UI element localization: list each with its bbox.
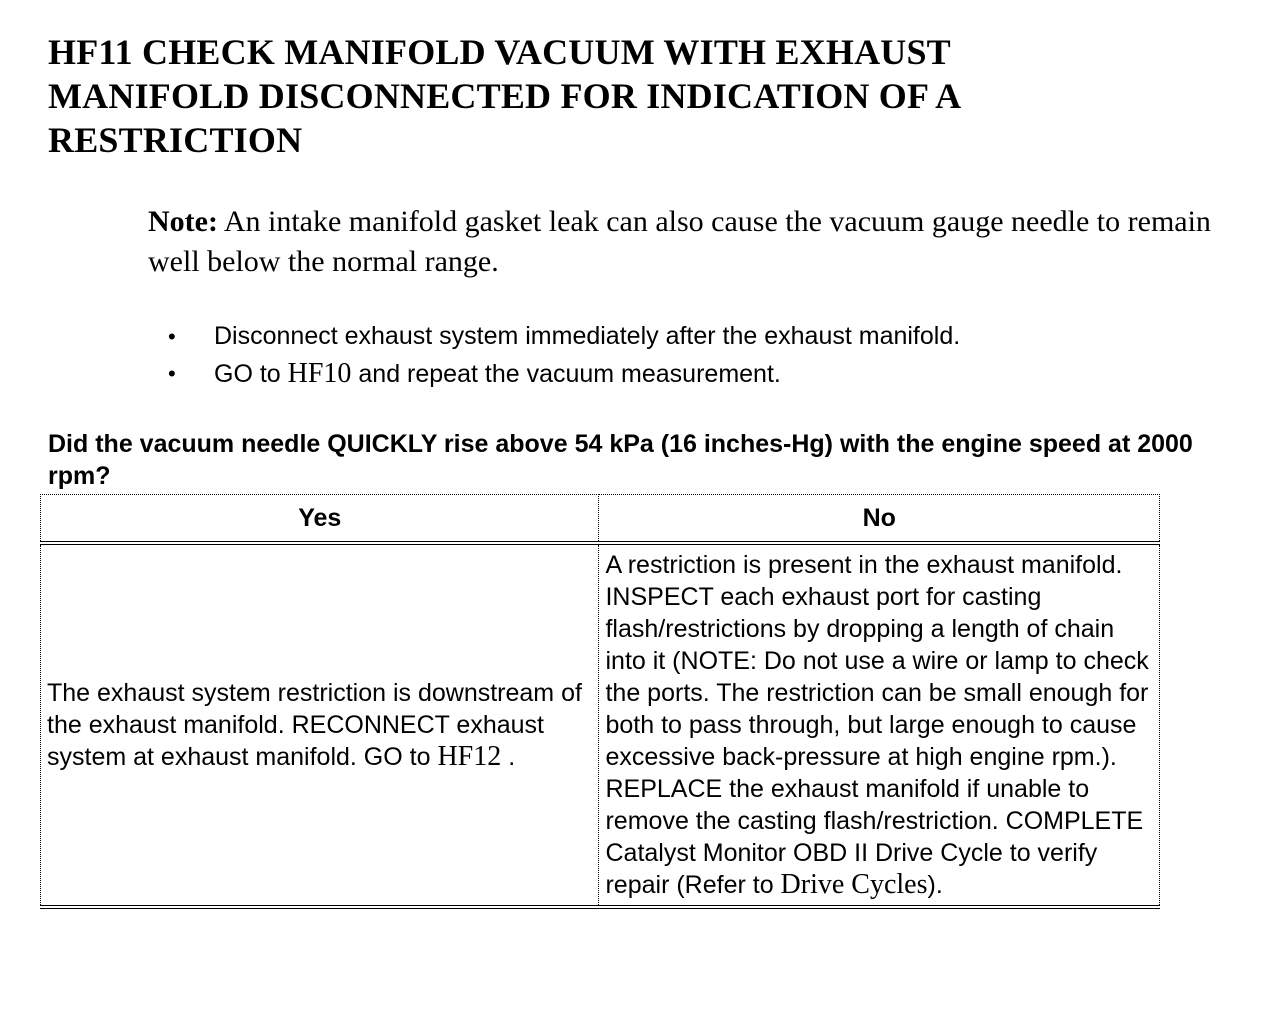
yes-text: The exhaust system restriction is downstream of the exhaust manifold. RECONNECT exhaust system at exhaust manifold. GO to [47,679,582,771]
instruction-list [0,318,1280,392]
decision-table [40,494,1160,909]
yes-text-after: . [501,743,516,771]
instruction-text: Disconnect exhaust system immediately after the exhaust manifold. [214,322,961,350]
bullet-icon: • [168,361,176,386]
note-label: Note: [148,205,218,238]
yes-header: Yes [41,495,599,544]
table-row [41,543,1160,907]
no-cell [599,543,1160,907]
note-paragraph [148,202,1258,282]
list-item [0,318,1280,355]
note-text: An intake manifold gasket leak can also cause the vacuum gauge needle to remain well below the normal range. [148,205,1211,278]
bullet-icon: • [168,324,176,349]
instruction-text-before: GO to [214,360,288,388]
no-header: No [599,495,1160,544]
table-header-row [41,495,1160,544]
list-item [0,355,1280,392]
no-text-after: ). [927,871,943,899]
instruction-text-after: and repeat the vacuum measurement. [351,360,781,388]
hf12-link[interactable]: HF12 [437,741,502,772]
question-heading: Did the vacuum needle QUICKLY rise above 54 kPa (16 inches-Hg) with the engine speed at 2000 rpm? [48,430,1193,490]
page-title: HF11 CHECK MANIFOLD VACUUM WITH EXHAUST MANIFOLD DISCONNECTED FOR INDICATION OF A RESTRICTION [48,32,960,160]
yes-cell [41,543,599,907]
hf10-link[interactable]: HF10 [287,358,352,389]
no-text: A restriction is present in the exhaust manifold. INSPECT each exhaust port for casting flash/restrictions by dropping a length of chain into it (NOTE: Do not use a wire or lamp to check the ports. The restriction can be small enough for both to pass through, but large enough to cause excessive back-pressure at high engine rpm.). REPLACE the exhaust manifold if unable to remove the casting flash/restriction. COMPLETE Catalyst Monitor OBD II Drive Cycle to verify repair (Refer to [605,551,1149,899]
drive-cycles-link[interactable]: Drive Cycles [780,869,928,900]
instruction-text [214,355,781,393]
